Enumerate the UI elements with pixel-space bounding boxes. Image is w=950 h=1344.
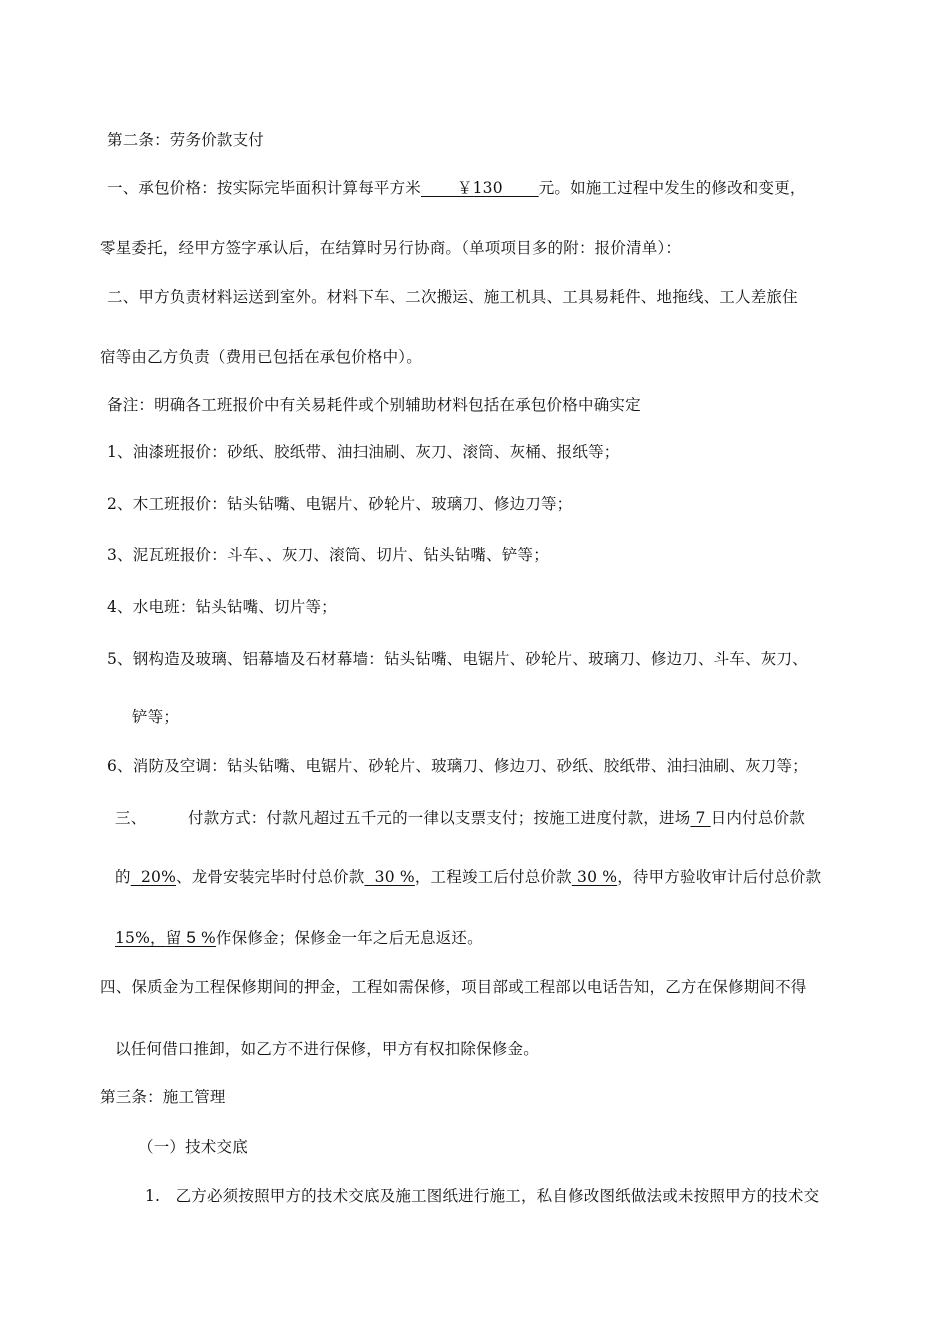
price-line [107, 176, 806, 198]
price-value: ￥130 [421, 179, 539, 197]
list-item: 铲等； [132, 708, 180, 726]
price-prefix: 一、承包价格：按实际完毕面积计算每平方米 [107, 179, 422, 197]
remark: 备注：明确各工班报价中有关易耗件或个别辅助材料包括在承包价格中确实定 [107, 396, 641, 414]
payment-text: 留 [165, 929, 182, 947]
payment-text: 、龙骨安装完毕时付总价款 [176, 868, 365, 886]
payment-text: 付款方式：付款凡超过五千元的一律以支票支付；按施工进度付款，进场 [188, 809, 691, 827]
tech-briefing-heading: （一）技术交底 [138, 1138, 248, 1156]
payment-text: ，工程竣工后付总价款 [414, 868, 572, 886]
list-item: 2、木工班报价：钻头钻嘴、电锯片、砂轮片、玻璃刀、修边刀等； [107, 495, 573, 513]
warranty-line-1: 四、保质金为工程保修期间的押金，工程如需保修，项目部或工程部以电话告知，乙方在保修期间不得 [100, 978, 807, 996]
payment-num: 三、 [115, 809, 147, 827]
list-item: 3、泥瓦班报价：斗车、、灰刀、滚筒、切片、钻头钻嘴、铲等； [107, 546, 549, 564]
article2-title: 第二条：劳务价款支付 [107, 131, 265, 149]
list-item: 6、消防及空调：钻头钻嘴、电锯片、砂轮片、玻璃刀、修边刀、砂纸、胶纸带、油扫油刷、灰刀等； [107, 757, 808, 775]
payment-text: 作保修金；保修金一年之后无息返还。 [215, 929, 483, 947]
payment-text: % [200, 929, 216, 947]
payment-text: 日内付总价款 [710, 809, 805, 827]
list-item: 4、水电班：钻头钻嘴、切片等； [107, 598, 337, 616]
payment-percent-3: 30 % [571, 868, 618, 886]
payment-percent-4: 15%， [115, 929, 166, 947]
article3-title: 第三条：施工管理 [100, 1088, 226, 1106]
list-item: 1、油漆班报价：砂纸、胶纸带、油扫油刷、灰刀、滚筒、灰桶、报纸等； [107, 443, 620, 461]
price-line-2: 零星委托，经甲方签字承认后，在结算时另行协商。（单项项目多的附：报价清单）： [100, 239, 682, 257]
warranty-line-2: 以任何借口推卸，如乙方不进行保修，甲方有权扣除保修金。 [115, 1040, 539, 1058]
price-suffix: 元。如施工过程中发生的修改和变更， [538, 179, 806, 197]
payment-days: 7 [690, 809, 711, 827]
payment-percent-2: 30 % [364, 868, 415, 886]
payment-line-3 [115, 926, 483, 948]
retention-percent: 5 [181, 928, 201, 947]
payment-text: ，待甲方验收审计后付总价款 [617, 868, 822, 886]
payment-percent-1: 20% [130, 868, 177, 886]
payment-line-2 [115, 865, 821, 887]
list-item: 5、钢构造及玻璃、铝幕墙及石材幕墙：钻头钻嘴、电锯片、砂轮片、玻璃刀、修边刀、斗车、灰刀、 [107, 650, 808, 668]
material-line-2: 宿等由乙方负责（费用已包括在承包价格中）。 [100, 348, 422, 366]
payment-text: 的 [115, 868, 131, 886]
payment-line-1 [188, 806, 805, 828]
tech-item-1: 1. 乙方必须按照甲方的技术交底及施工图纸进行施工，私自修改图纸做法或未按照甲方的技术交 [145, 1187, 820, 1205]
material-line-1: 二、甲方负责材料运送到室外。材料下车、二次搬运、施工机具、工具易耗件、地拖线、工人差旅住 [107, 288, 798, 306]
